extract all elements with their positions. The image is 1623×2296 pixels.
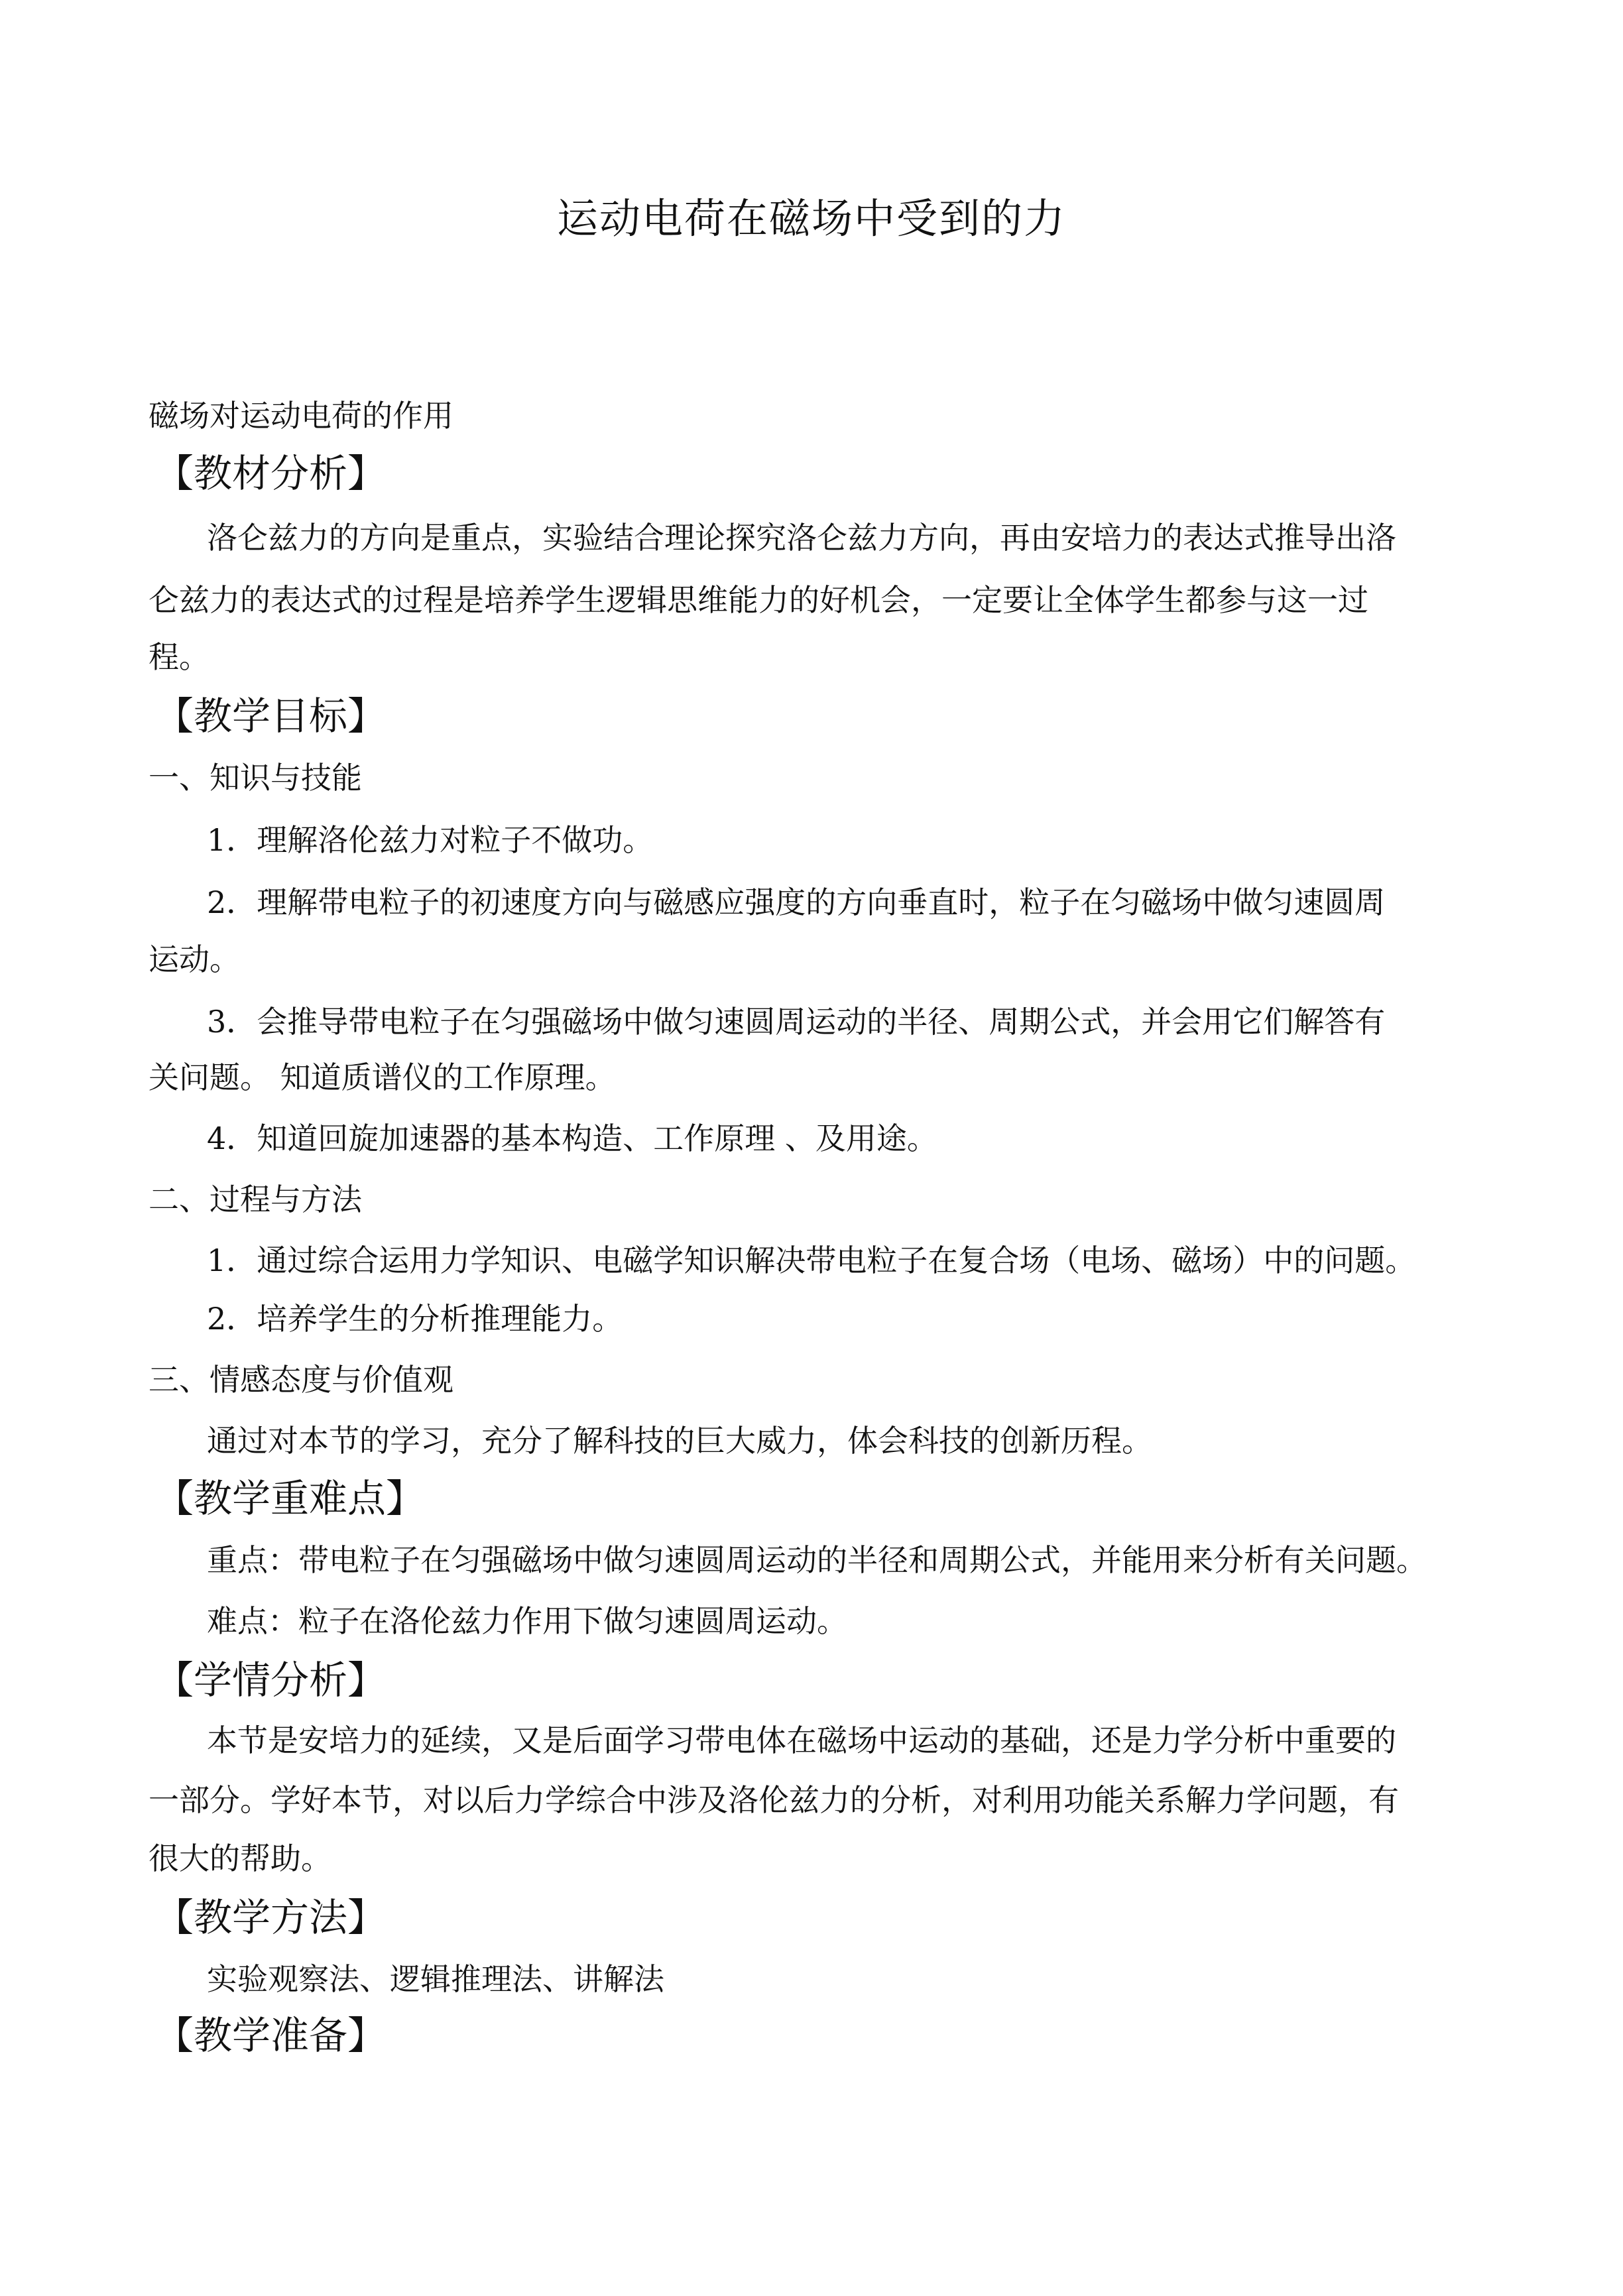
- goal-item: 1．通过综合运用力学知识、电磁学知识解决带电粒子在复合场（电场、磁场）中的问题。: [207, 1242, 1416, 1278]
- goal-item: 3．会推导带电粒子在匀强磁场中做匀速圆周运动的半径、周期公式，并会用它们解答有: [207, 1004, 1386, 1040]
- subtitle: 磁场对运动电荷的作用: [149, 398, 453, 434]
- goal-item: 2．理解带电粒子的初速度方向与磁感应强度的方向垂直时，粒子在匀磁场中做匀速圆周: [207, 884, 1386, 920]
- goals-subheading-2: 二、过程与方法: [149, 1181, 362, 1217]
- goal-item: 运动。: [149, 941, 240, 977]
- goals-subheading-3: 三、情感态度与价值观: [149, 1362, 453, 1398]
- keypoint-line: 难点：粒子在洛伦兹力作用下做匀速圆周运动。: [207, 1603, 847, 1639]
- paragraph-line: 程。: [149, 639, 210, 675]
- methods-line: 实验观察法、逻辑推理法、讲解法: [207, 1961, 664, 1997]
- heading-keypoints: 【教学重难点】: [155, 1476, 425, 1521]
- keypoint-line: 重点：带电粒子在匀强磁场中做匀速圆周运动的半径和周期公式，并能用来分析有关问题。: [207, 1542, 1427, 1578]
- paragraph-line: 仑兹力的表达式的过程是培养学生逻辑思维能力的好机会，一定要让全体学生都参与这一过: [149, 582, 1368, 618]
- page-title: 运动电荷在磁场中受到的力: [556, 194, 1066, 243]
- paragraph-line: 本节是安培力的延续，又是后面学习带电体在磁场中运动的基础，还是力学分析中重要的: [207, 1722, 1396, 1758]
- goals-subheading-1: 一、知识与技能: [149, 760, 362, 796]
- paragraph-line: 洛仑兹力的方向是重点，实验结合理论探究洛仑兹力方向，再由安培力的表达式推导出洛: [207, 520, 1396, 556]
- goal-item: 4．知道回旋加速器的基本构造、工作原理 、及用途。: [207, 1120, 937, 1156]
- paragraph-line: 一部分。学好本节，对以后力学综合中涉及洛伦兹力的分析，对利用功能关系解力学问题，有: [149, 1782, 1399, 1818]
- heading-methods: 【教学方法】: [155, 1895, 387, 1940]
- goal-item: 2．培养学生的分析推理能力。: [207, 1301, 623, 1337]
- paragraph-line: 很大的帮助。: [149, 1841, 331, 1876]
- goal-item: 通过对本节的学习，充分了解科技的巨大威力，体会科技的创新历程。: [207, 1423, 1152, 1459]
- heading-students: 【学情分析】: [155, 1658, 387, 1703]
- heading-goals: 【教学目标】: [155, 694, 387, 739]
- goal-item: 关问题。 知道质谱仪的工作原理。: [149, 1059, 616, 1095]
- heading-prep: 【教学准备】: [155, 2013, 387, 2058]
- heading-material: 【教材分析】: [155, 451, 387, 496]
- goal-item: 1．理解洛伦兹力对粒子不做功。: [207, 822, 654, 858]
